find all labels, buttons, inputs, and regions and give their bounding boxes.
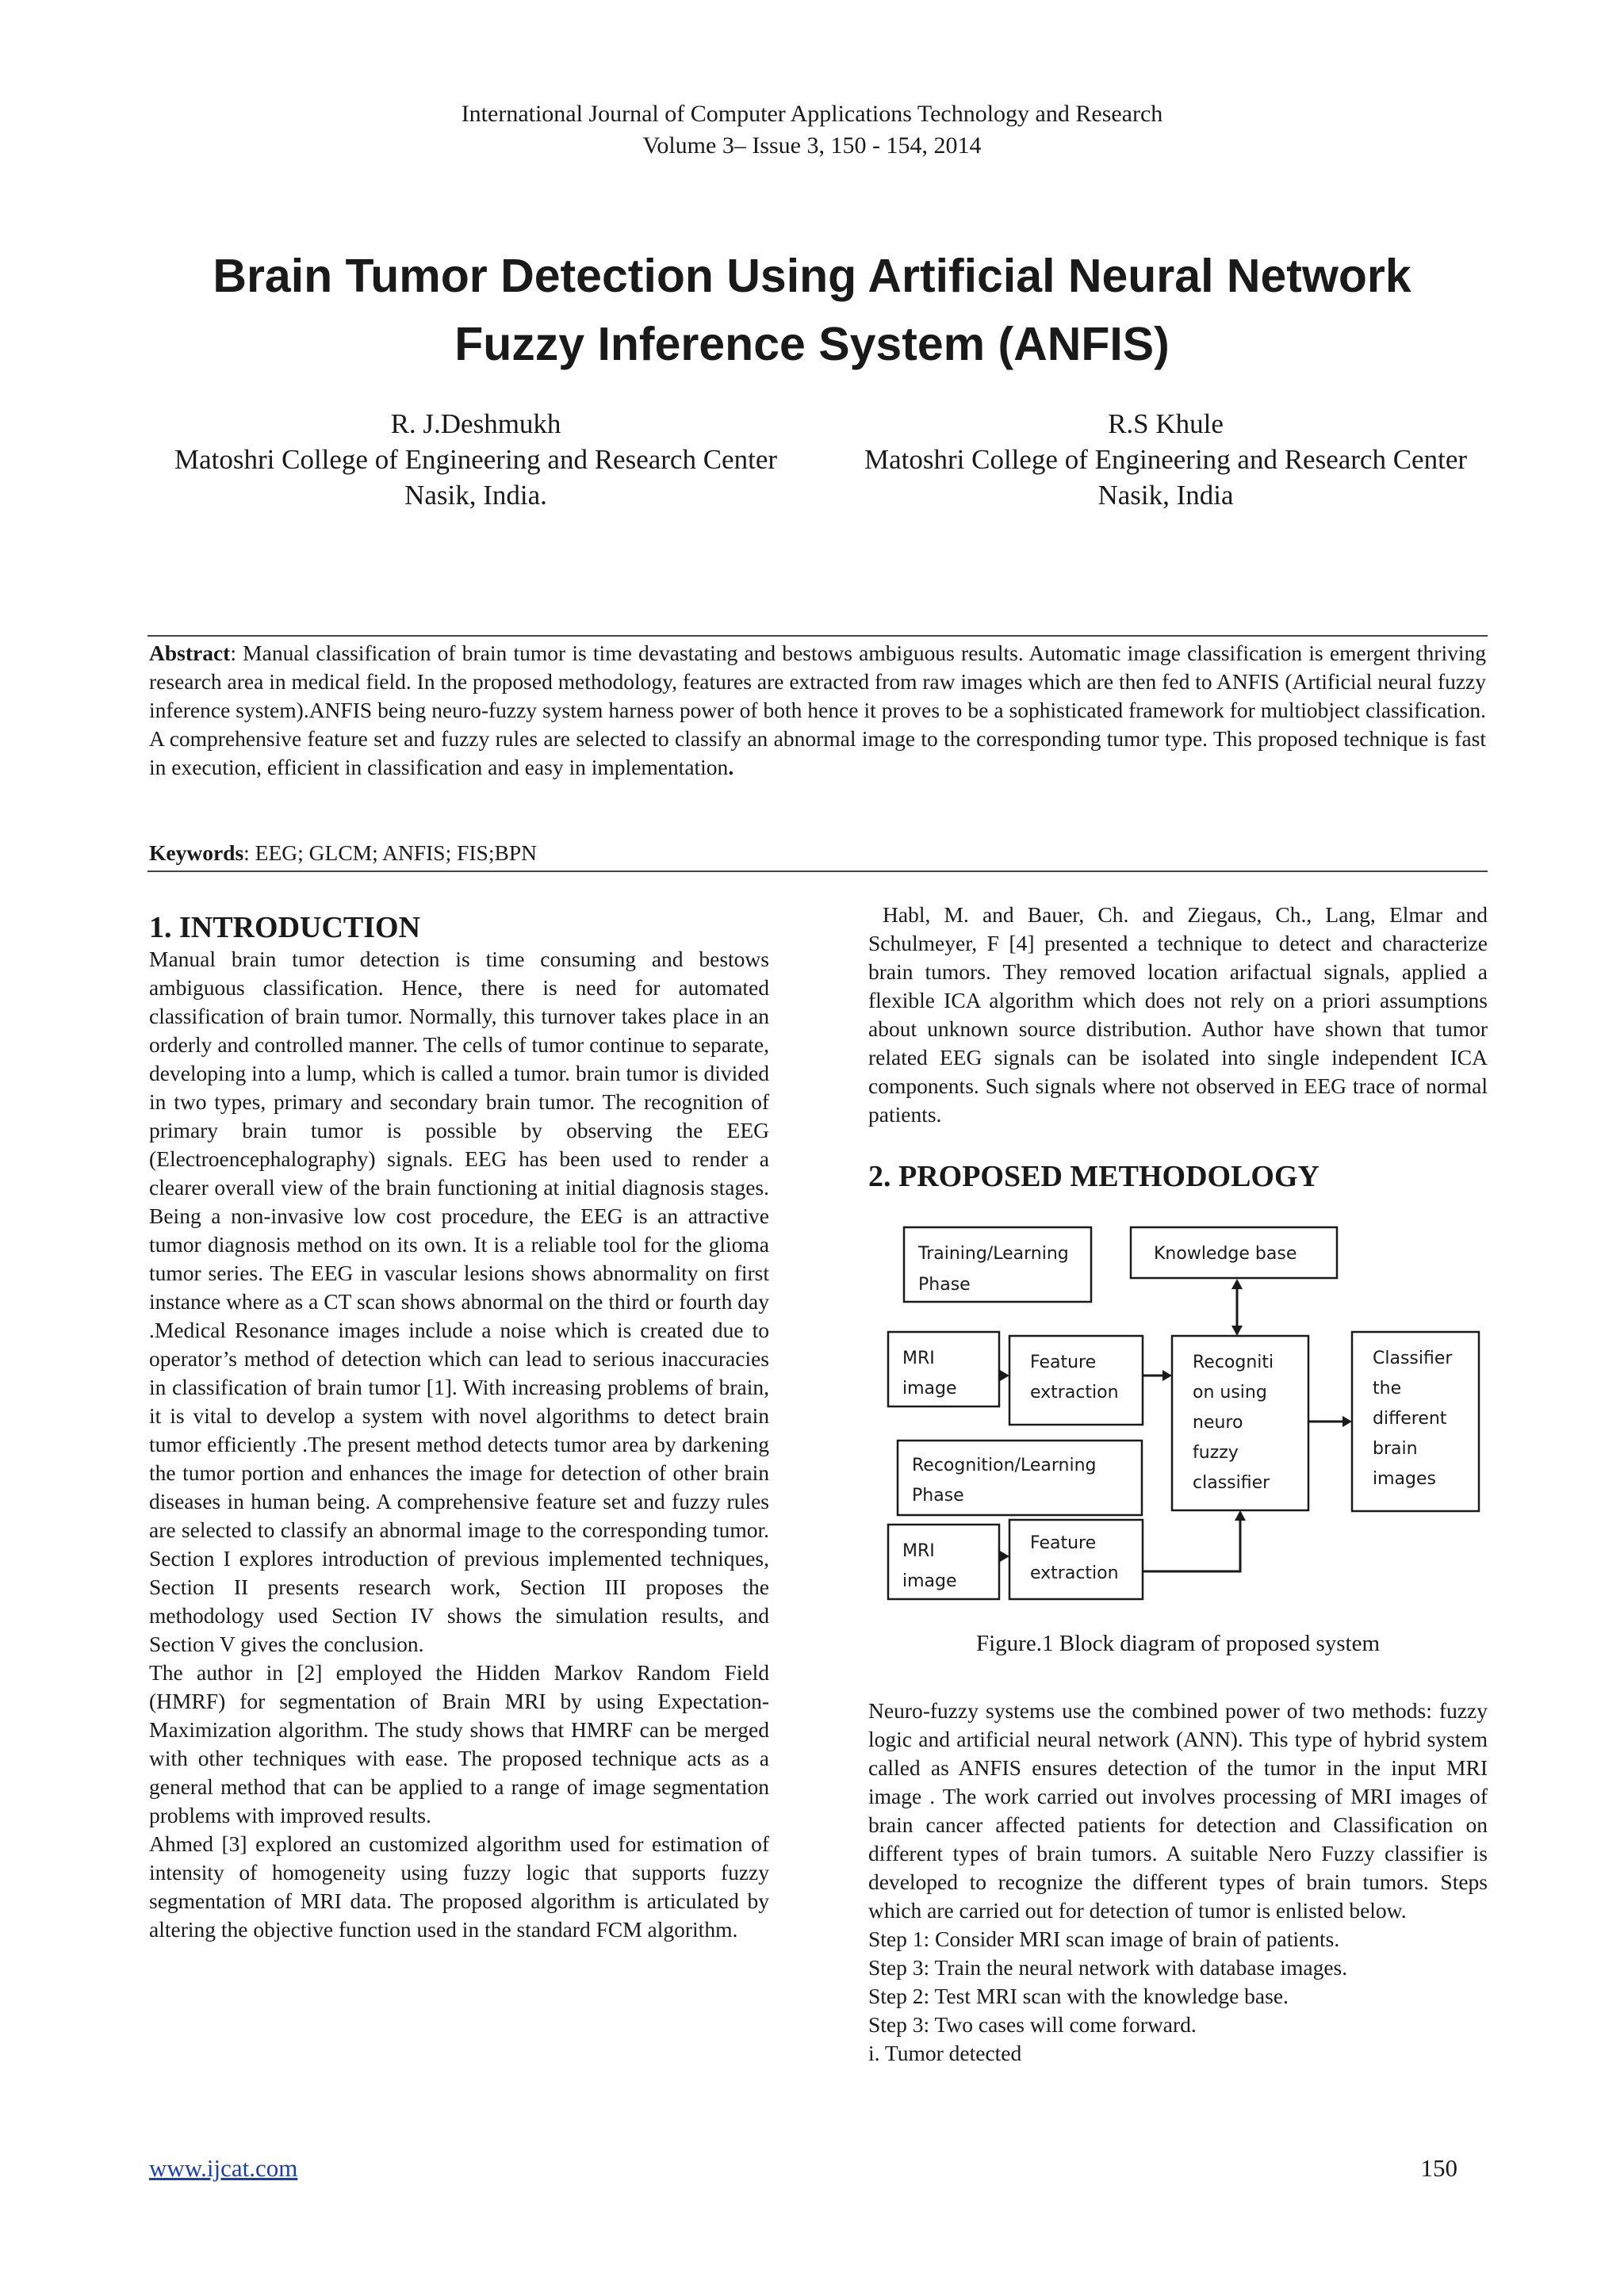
paper-title-line-1: Brain Tumor Detection Using Artificial Neural Network [213,250,1411,302]
journal-header [0,98,1624,162]
methodology-text [868,1697,1488,2068]
arrow-feature-2-to-recognition [1143,1520,1240,1571]
abstract-label: Abstract [149,641,231,665]
paper-title [0,242,1624,378]
intro-paragraph-2: The author in [2] employed the Hidden Markov Random Field (HMRF) for segmentation of Brain MRI by using Expectation-Maximization algorithm. The study shows that HMRF can be merged with other techniques with ease. The proposed technique acts as a general method that can be applied to a range of image segmentation problems with improved results. [149,1660,769,1827]
author-block-2 [833,406,1499,513]
mri-image-label-1: MRI image [902,1349,957,1399]
page-number: 150 [1420,2154,1457,2182]
introduction-heading: 1. INTRODUCTION [149,911,421,944]
related-work-paragraph: Habl, M. and Bauer, Ch. and Ziegaus, Ch., Lang, Elmar and Schulmeyer, F [4] presented a technique to detect and characterize brain tumors. They removed location arifactual signals, applied a flexible ICA algorithm which does not rely on a priori assumptions about unknown source distribution. Author have shown that tumor related EEG signals can be isolated into single independent ICA components. Such signals where not observed in EEG trace of normal patients. [868,902,1488,1127]
author-location: Nasik, India. [404,480,547,511]
author-location: Nasik, India [1097,480,1234,511]
step-list [868,1925,1488,2068]
mri-image-label-2: MRI image [902,1541,957,1591]
keywords-label: Keywords [149,840,244,865]
knowledge-base-label: Knowledge base [1154,1244,1297,1264]
intro-paragraph-3: Ahmed [3] explored an customized algorithm used for estimation of intensity of homogeneity using fuzzy logic that supports fuzzy segmentation of MRI data. The proposed algorithm is articulated by altering the objective function used in the standard FCM algorithm. [149,1831,769,1942]
journal-name: International Journal of Computer Applications Technology and Research [461,101,1163,127]
author-name: R.S Khule [1108,408,1224,439]
training-phase-label: Training/Learning Phase [918,1244,1069,1295]
list-item: Step 2: Test MRI scan with the knowledge base. [868,1984,1289,2008]
recognition-label: Recogniti on using neuro fuzzy classifier [1193,1353,1274,1493]
list-item: i. Tumor detected [868,2041,1022,2065]
figure-caption: Figure.1 Block diagram of proposed system [975,1631,1381,1656]
abstract-text: : Manual classification of brain tumor is time devastating and bestows ambiguous results. Automatic image classification is emergent thriving research area in medical field. In the proposed methodology, features are extracted from raw images which are then fed to ANFIS (Artificial neural fuzzy inference system).ANFIS being neuro-fuzzy system harness power of both hence it proves to be a sophisticated framework for multiobject classification. A comprehensive feature set and fuzzy rules are selected to classify an abnormal image to the corresponding tumor type. This proposed technique is fast in execution, efficient in classification and easy in implementation [149,641,1486,779]
list-item: Step 3: Train the neural network with database images. [868,1955,1348,1980]
arrowhead [1342,1416,1352,1427]
author-affiliation: Matoshri College of Engineering and Research Center [174,444,778,475]
keywords-text: : EEG; GLCM; ANFIS; FIS;BPN [243,840,537,865]
introduction-text [149,945,769,1944]
feature-extraction-box-1 [1009,1336,1143,1425]
journal-volume: Volume 3– Issue 3, 150 - 154, 2014 [642,132,982,159]
footer-link[interactable]: www.ijcat.com [149,2154,298,2182]
abstract [149,639,1486,782]
methodology-paragraph: Neuro-fuzzy systems use the combined power of two methods: fuzzy logic and artificial neural network (ANN). This type of hybrid system called as ANFIS ensures detection of the tumor in the input MRI image . The work carried out involves processing of MRI images of brain cancer affected patients for detection and Classification on different types of brain tumors. A suitable Nero Fuzzy classifier is developed to recognize the different types of brain tumors. Steps which are carried out for detection of tumor is enlisted below. [868,1698,1488,1923]
abstract-end: . [728,755,734,779]
author-name: R. J.Deshmukh [390,408,561,439]
classifier-label: Classifier the different brain images [1373,1349,1453,1489]
arrowhead [1231,1279,1243,1289]
methodology-heading: 2. PROPOSED METHODOLOGY [868,1160,1320,1193]
arrowhead [1235,1510,1246,1521]
feature-extraction-box-2 [1009,1520,1143,1599]
arrowhead [1231,1326,1243,1336]
abstract-bottom-rule [147,871,1488,872]
list-item: Step 3: Two cases will come forward. [868,2012,1197,2037]
intro-paragraph-1: Manual brain tumor detection is time consuming and bestows ambiguous classification. Hence, there is need for automated classification of brain tumor. Normally, this turnover takes place in an orderly and controlled manner. The cells of tumor continue to separate, developing into a lump, which is called a tumor. brain tumor is divided in two types, primary and secondary brain tumor. The recognition of primary brain tumor is possible by observing the EEG (Electroencephalography) signals. EEG has been used to render a clearer overall view of the brain functioning at initial diagnosis stages. Being a non-invasive low cost procedure, the EEG is an attractive tumor diagnosis method on its own. It is a reliable tool for the glioma tumor series. The EEG in vascular lesions shows abnormality on first instance where as a CT scan shows abnormal on the third or fourth day .Medical Resonance images include a noise which is created due to operator’s method of detection which can lead to serious inaccuracies in classification of brain tumor [1]. With increasing problems of brain, it is vital to develop a system with novel algorithms to detect brain tumor efficiently .The present method detects tumor area by darkening the tumor portion and enhances the image for detection of other brain diseases in human being. A comprehensive feature set and fuzzy rules are selected to classify an abnormal image to the corresponding tumor. Section I explores introduction of previous implemented techniques, Section II presents research work, Section III proposes the methodology used Section IV shows the simulation results, and Section V gives the conclusion. [149,947,769,1656]
recognition-phase-label: Recognition/Learning Phase [912,1456,1097,1506]
related-work-text [868,901,1488,1129]
abstract-top-rule [147,635,1488,637]
author-block-1 [151,406,801,513]
arrowhead [1000,1370,1009,1381]
feature-extraction-label-2: Feature extraction [1030,1533,1119,1583]
paper-title-line-2: Fuzzy Inference System (ANFIS) [454,318,1170,370]
arrowhead [1162,1370,1172,1381]
arrowhead [1000,1551,1009,1562]
list-item: Step 1: Consider MRI scan image of brain of patients. [868,1927,1340,1951]
keywords [149,839,1486,867]
author-affiliation: Matoshri College of Engineering and Research Center [864,444,1468,475]
feature-extraction-label-1: Feature extraction [1030,1353,1119,1402]
block-diagram-figure [864,1217,1491,1605]
